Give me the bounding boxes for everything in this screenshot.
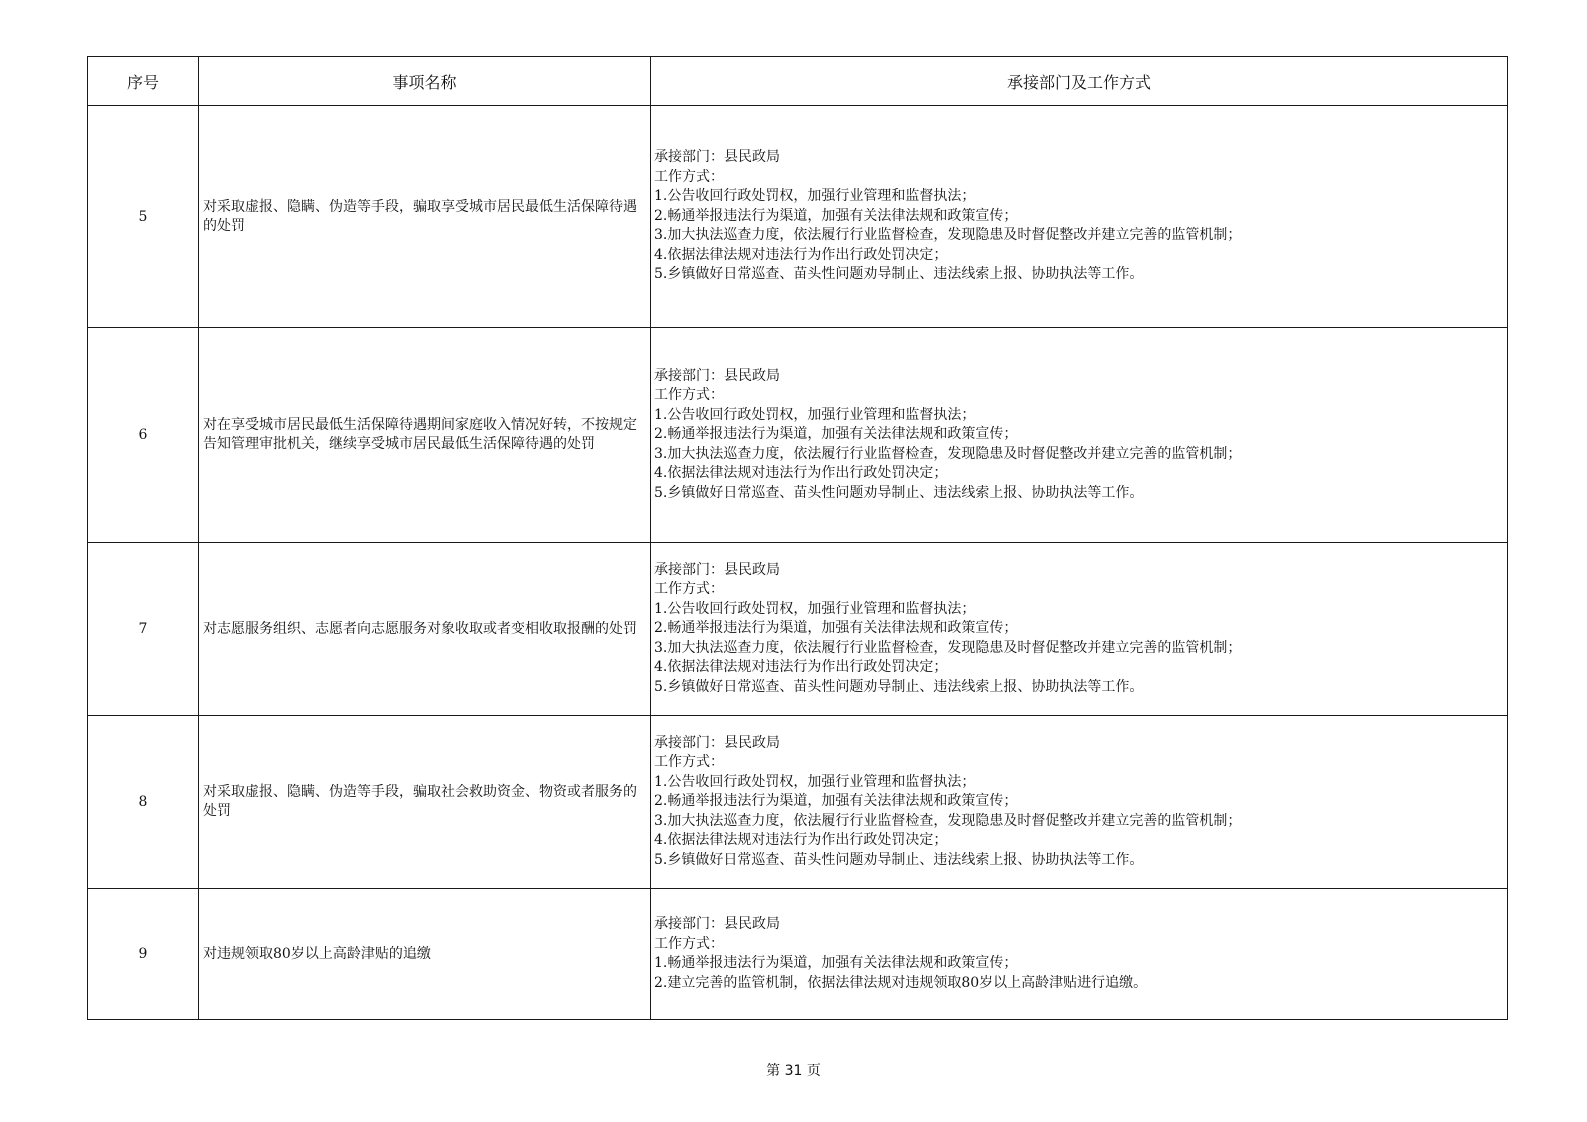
- dept-line: 1.公告收回行政处罚权，加强行业管理和监督执法；: [654, 188, 976, 205]
- dept-line: 2.畅通举报违法行为渠道，加强有关法律法规和政策宣传；: [654, 620, 1018, 637]
- dept-line: 工作方式：: [654, 754, 724, 771]
- dept-line: 4.依据法律法规对违法行为作出行政处罚决定；: [654, 465, 948, 482]
- serial-number: 9: [88, 889, 199, 1020]
- dept-line: 1.畅通举报违法行为渠道，加强有关法律法规和政策宣传；: [654, 955, 1018, 971]
- dept-line: 工作方式：: [654, 387, 724, 404]
- dept-line: 工作方式：: [654, 168, 724, 185]
- table-row: [88, 716, 1508, 889]
- serial-number: 5: [88, 106, 199, 328]
- dept-line: 2.畅通举报违法行为渠道，加强有关法律法规和政策宣传；: [654, 207, 1018, 224]
- table-row: [88, 543, 1508, 716]
- dept-line: 1.公告收回行政处罚权，加强行业管理和监督执法；: [654, 406, 976, 423]
- dept-line: 工作方式：: [654, 581, 724, 598]
- dept-line: 5.乡镇做好日常巡查、苗头性问题劝导制止、违法线索上报、协助执法等工作。: [654, 484, 1144, 501]
- page-number: 第 31 页: [766, 1063, 821, 1079]
- table-row: [88, 889, 1508, 1020]
- item-name: 对采取虚报、隐瞒、伪造等手段，骗取享受城市居民最低生活保障待遇的处罚: [199, 106, 651, 328]
- table-row: [88, 328, 1508, 543]
- item-name: 对志愿服务组织、志愿者向志愿服务对象收取或者变相收取报酬的处罚: [199, 543, 651, 716]
- dept-line: 1.公告收回行政处罚权，加强行业管理和监督执法；: [654, 773, 976, 790]
- dept-line: 承接部门：县民政局: [654, 149, 780, 166]
- serial-number: 8: [88, 716, 199, 889]
- dept-line: 5.乡镇做好日常巡查、苗头性问题劝导制止、违法线索上报、协助执法等工作。: [654, 851, 1144, 868]
- dept-line: 2.畅通举报违法行为渠道，加强有关法律法规和政策宣传；: [654, 426, 1018, 443]
- department-method: [651, 889, 1508, 1020]
- dept-line: 3.加大执法巡查力度，依法履行行业监督检查，发现隐患及时督促整改并建立完善的监管机制；: [654, 445, 1242, 462]
- dept-line: 承接部门：县民政局: [654, 367, 780, 384]
- header-serial-number: 序号: [88, 57, 199, 106]
- dept-line: 4.依据法律法规对违法行为作出行政处罚决定；: [654, 659, 948, 676]
- department-method: [651, 106, 1508, 328]
- department-method: [651, 716, 1508, 889]
- dept-line: 4.依据法律法规对违法行为作出行政处罚决定；: [654, 246, 948, 263]
- dept-line: 承接部门：县民政局: [654, 916, 780, 932]
- header-department-method: 承接部门及工作方式: [651, 57, 1508, 106]
- serial-number: 7: [88, 543, 199, 716]
- item-name: 对违规领取80岁以上高龄津贴的追缴: [199, 889, 651, 1020]
- dept-line: 1.公告收回行政处罚权，加强行业管理和监督执法；: [654, 600, 976, 617]
- department-method: [651, 543, 1508, 716]
- department-method: [651, 328, 1508, 543]
- dept-line: 3.加大执法巡查力度，依法履行行业监督检查，发现隐患及时督促整改并建立完善的监管机制；: [654, 639, 1242, 656]
- table-row: [88, 106, 1508, 328]
- dept-line: 2.畅通举报违法行为渠道，加强有关法律法规和政策宣传；: [654, 793, 1018, 810]
- dept-line: 承接部门：县民政局: [654, 561, 780, 578]
- dept-line: 4.依据法律法规对违法行为作出行政处罚决定；: [654, 832, 948, 849]
- dept-line: 2.建立完善的监管机制，依据法律法规对违规领取80岁以上高龄津贴进行追缴。: [654, 974, 1148, 991]
- dept-line: 5.乡镇做好日常巡查、苗头性问题劝导制止、违法线索上报、协助执法等工作。: [654, 266, 1144, 283]
- serial-number: 6: [88, 328, 199, 543]
- item-name: 对在享受城市居民最低生活保障待遇期间家庭收入情况好转，不按规定告知管理审批机关，继续享受城市居民最低生活保障待遇的处罚: [199, 328, 651, 543]
- item-table: [87, 56, 1508, 1020]
- dept-line: 工作方式：: [654, 935, 724, 952]
- dept-line: 3.加大执法巡查力度，依法履行行业监督检查，发现隐患及时督促整改并建立完善的监管机制；: [654, 227, 1242, 244]
- header-item-name: 事项名称: [199, 57, 651, 106]
- header-row: [88, 57, 1508, 106]
- dept-line: 3.加大执法巡查力度，依法履行行业监督检查，发现隐患及时督促整改并建立完善的监管机制；: [654, 812, 1242, 829]
- item-name: 对采取虚报、隐瞒、伪造等手段，骗取社会救助资金、物资或者服务的处罚: [199, 716, 651, 889]
- dept-line: 5.乡镇做好日常巡查、苗头性问题劝导制止、违法线索上报、协助执法等工作。: [654, 678, 1144, 695]
- dept-line: 承接部门：县民政局: [654, 734, 780, 751]
